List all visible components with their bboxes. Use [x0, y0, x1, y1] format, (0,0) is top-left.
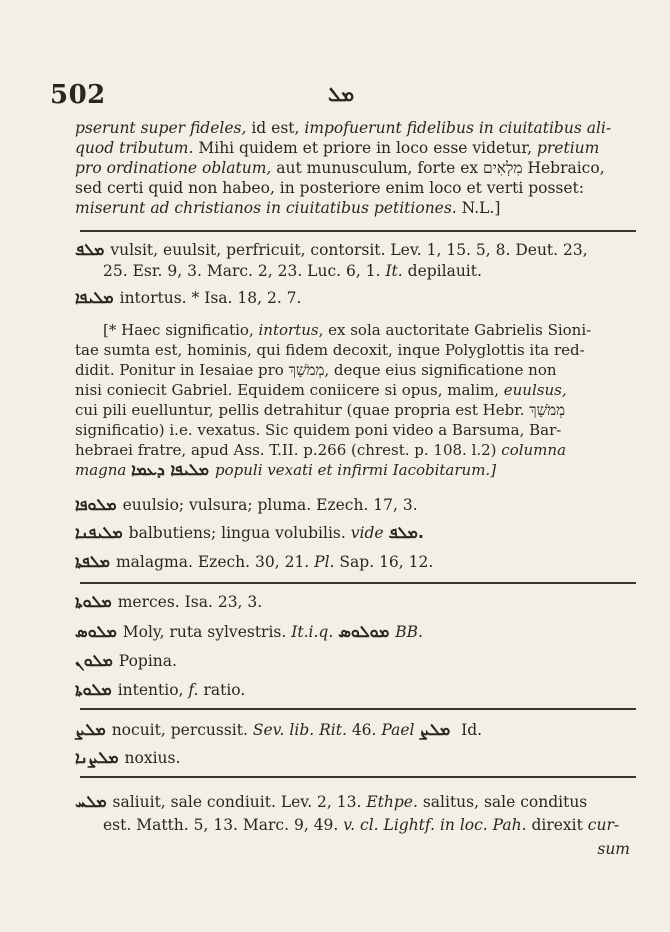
entry-text: Popina.: [118, 652, 177, 670]
syriac-headword: ܡܠܨܢܐ: [75, 748, 119, 767]
entry-text: saliuit, sale condiuit. Lev. 2, 13.: [112, 793, 367, 811]
syriac-headword: ܡܠܘܢ: [75, 651, 113, 670]
intro-text: quod tributum.: [75, 139, 194, 157]
entry-saliuit: [75, 792, 635, 812]
entry-text: vide: [350, 524, 384, 542]
entry-text: Pl.: [314, 553, 335, 571]
entry-text: ratio.: [198, 681, 246, 699]
note-text: hebraei fratre, apud Ass. T.II. p.266 (chrest. p. 108. l.2): [75, 441, 502, 459]
intro-text: pserunt super fideles,: [75, 119, 247, 137]
entry-text: Pael: [381, 721, 415, 739]
entry-text: v. cl. Lightf. in loc.: [343, 816, 488, 834]
entry-saliuit-cont: [75, 815, 663, 835]
entry-text: sum: [597, 840, 630, 858]
entry-moly: [75, 622, 635, 642]
intro-text: aut munusculum, forte ex מִלְאִים Hebraico,: [271, 159, 605, 177]
note-text: euulsus,: [503, 381, 567, 399]
note-text: , ex sola auctoritate Gabrielis Sioni-: [318, 321, 592, 339]
entry-intortus: [75, 288, 635, 308]
syriac-headword: ܡܠܘܬܐ: [75, 680, 112, 699]
note-text: cui pili euelluntur, pellis detrahitur (quae propria est Hebr. מְמֹשָׁךְ: [75, 401, 566, 419]
entry-text: direxit: [526, 816, 588, 834]
entry-saliuit-end: [75, 839, 630, 859]
entry-text: Pah.: [487, 816, 527, 834]
entry-text: depilauit.: [402, 262, 482, 280]
entry-merces: [75, 592, 635, 612]
intro-text: id est,: [246, 119, 305, 137]
entry-euulsio: [75, 495, 635, 515]
syriac-crossref: ܡܠܦ.: [388, 523, 424, 542]
entry-text: It.: [385, 262, 403, 280]
syriac-crossref: ܡܠܨ: [419, 720, 451, 739]
note-paragraph: [75, 320, 635, 480]
entry-text: BB.: [395, 623, 423, 641]
entry-text: Id.: [456, 721, 483, 739]
intro-text: miserunt ad christianos in ciuitatibus petitiones.: [75, 199, 457, 217]
entry-text: intentio,: [117, 681, 189, 699]
entry-text: balbutiens; lingua volubilis.: [128, 524, 351, 542]
note-text: didit. Ponitur in Iesaiae pro מְמֹשָׁךְ, deque eius significatione non: [75, 361, 557, 379]
note-text: magna: [75, 461, 127, 479]
entry-malagma: [75, 552, 635, 572]
entry-nocuit: [75, 720, 635, 740]
note-text: nisi coniecit Gabriel. Equidem coniicere si opus, malim,: [75, 381, 504, 399]
entry-text: salitus, sale conditus: [417, 793, 588, 811]
entry-text: Ethpe.: [366, 793, 418, 811]
section-divider: [80, 708, 636, 710]
syriac-headword: ܡܠܘܦܐ: [75, 495, 117, 514]
section-divider: [80, 776, 636, 778]
entry-popina: [75, 651, 635, 671]
syriac-headword: ܡܠܘܣ: [75, 622, 117, 641]
intro-text: pro ordinatione oblatum,: [75, 159, 272, 177]
intro-text: impofuerunt fidelibus in ciuitatibus ali-: [304, 119, 612, 137]
entry-text: f.: [188, 681, 199, 699]
intro-paragraph: [75, 118, 635, 218]
entry-balbutiens: [75, 523, 635, 543]
intro-text: pretium: [536, 139, 600, 157]
intro-text: N.L.]: [456, 199, 501, 217]
syriac-headword: ܡܠܘܬܐ: [75, 592, 112, 611]
entry-text: est. Matth. 5, 13. Marc. 9, 49.: [103, 816, 344, 834]
entry-text: vulsit, euulsit, perfricuit, contorsit. Lev. 1, 15. 5, 8. Deut. 23,: [110, 241, 588, 259]
running-head: ܡܠ: [328, 82, 355, 106]
entry-text: noxius.: [124, 749, 181, 767]
syriac-headword: ܡܠܚ: [75, 792, 107, 811]
note-text: significatio) i.e. vexatus. Sic quidem poni video a Barsuma, Bar-: [75, 421, 562, 439]
entry-text: 46.: [346, 721, 382, 739]
syriac-headword: ܡܠܦ: [75, 240, 105, 259]
entry-text: euulsio; vulsura; pluma. Ezech. 17, 3.: [122, 496, 418, 514]
syriac-headword: ܡܠܝܦܐ: [75, 288, 114, 307]
entry-text: nocuit, percussit.: [111, 721, 253, 739]
syriac-crossref: ܡܘܠܘܣ: [338, 622, 390, 641]
entry-noxius: [75, 748, 635, 768]
page-number: 502: [50, 80, 106, 110]
page-header: [50, 80, 630, 110]
entry-text: Sap. 16, 12.: [334, 553, 434, 571]
note-text: [* Haec significatio,: [103, 321, 259, 339]
syriac-headword: ܡܠܦܬܐ: [75, 552, 110, 571]
syriac-headword: ܡܠܝܦܢܐ: [75, 523, 123, 542]
entry-text: merces. Isa. 23, 3.: [117, 593, 263, 611]
note-text: intortus: [258, 321, 319, 339]
entry-text: It.i.q.: [291, 623, 334, 641]
intro-text: Mihi quidem et priore in loco esse videtur,: [193, 139, 537, 157]
entry-vulsit-cont: [75, 261, 663, 281]
entry-text: intortus. * Isa. 18, 2. 7.: [119, 289, 302, 307]
entry-text: Moly, ruta sylvestris.: [122, 623, 292, 641]
note-text: populi vexati et infirmi Iacobitarum.]: [215, 461, 497, 479]
note-text: columna: [501, 441, 567, 459]
entry-text: malagma. Ezech. 30, 21.: [115, 553, 315, 571]
entry-intentio: [75, 680, 635, 700]
syriac-phrase: ܡܠܝܦܐ ܕܥܡܐ: [131, 460, 209, 479]
section-divider: [80, 582, 636, 584]
entry-vulsit: [75, 240, 635, 260]
entry-text: cur-: [587, 816, 620, 834]
section-divider: [80, 230, 636, 232]
entry-text: Sev. lib. Rit.: [252, 721, 347, 739]
note-text: tae sumta est, hominis, qui fidem decoxit, inque Polyglottis ita red-: [75, 341, 585, 359]
entry-text: 25. Esr. 9, 3. Marc. 2, 23. Luc. 6, 1.: [103, 262, 386, 280]
syriac-headword: ܡܠܨ: [75, 720, 106, 739]
intro-text: sed certi quid non habeo, in posteriore enim loco et verti posset:: [75, 179, 585, 197]
